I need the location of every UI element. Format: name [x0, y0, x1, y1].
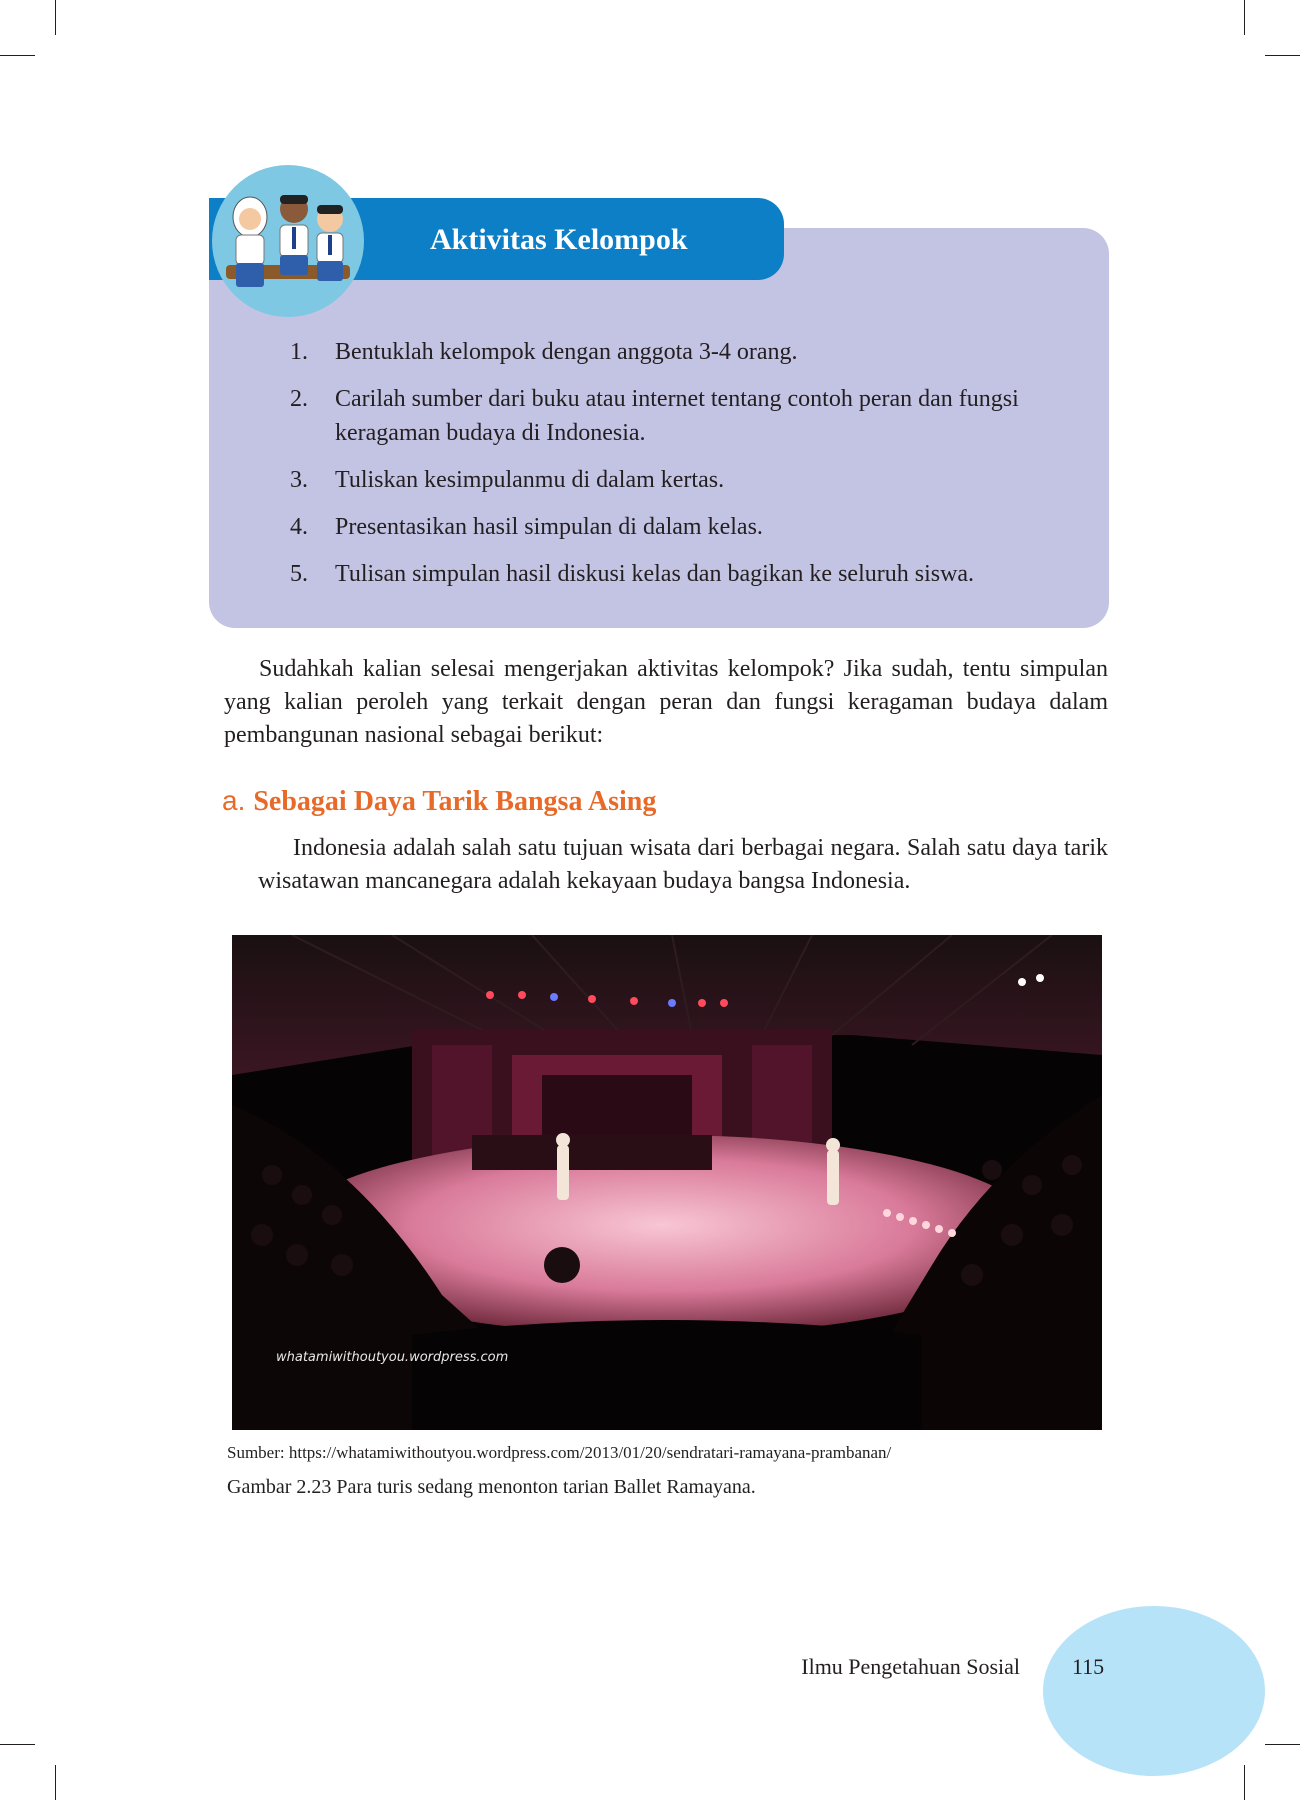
- section-paragraph: Indonesia adalah salah satu tujuan wisata dari berbagai negara. Salah satu daya tarik wisatawan mancanegara adalah kekayaan budaya bangsa Indonesia.: [258, 835, 1108, 894]
- crop-mark: [1265, 1744, 1300, 1745]
- activity-title: Aktivitas Kelompok: [430, 223, 688, 256]
- list-item: 2. Carilah sumber dari buku atau internet tentang contoh peran dan fungsi keragaman budaya di Indonesia.: [290, 386, 1019, 446]
- photo-watermark: whatamiwithoutyou.wordpress.com: [276, 1350, 509, 1365]
- figure-caption: Gambar 2.23 Para turis sedang menonton tarian Ballet Ramayana.: [227, 1476, 756, 1498]
- crop-mark: [0, 55, 35, 56]
- crop-mark: [0, 1744, 35, 1745]
- students-illustration: [212, 165, 364, 317]
- page-number-badge: [1043, 1606, 1265, 1776]
- figure-source: Sumber: https://whatamiwithoutyou.wordpress.com/2013/01/20/sendratari-ramayana-prambanan/: [227, 1443, 892, 1462]
- crop-mark: [55, 1765, 56, 1800]
- footer-book-title: Ilmu Pengetahuan Sosial: [801, 1654, 1020, 1679]
- crop-mark: [1244, 0, 1245, 35]
- activity-list: [290, 335, 1090, 604]
- section-heading-text: Sebagai Daya Tarik Bangsa Asing: [253, 786, 657, 817]
- list-item: 4. Presentasikan hasil simpulan di dalam kelas.: [290, 514, 763, 540]
- section-heading: [222, 781, 922, 821]
- crop-mark: [55, 0, 56, 35]
- list-item: 1. Bentuklah kelompok dengan anggota 3-4 orang.: [290, 339, 798, 365]
- intro-paragraph: Sudahkah kalian selesai mengerjakan aktivitas kelompok? Jika sudah, tentu simpulan yang kalian peroleh yang terkait dengan peran dan fungsi keragaman budaya dalam pembangunan nasional sebagai berikut:: [224, 656, 1108, 748]
- page-number: 115: [1072, 1654, 1105, 1679]
- section-letter: a.: [222, 785, 246, 816]
- crop-mark: [1265, 55, 1300, 56]
- crop-mark: [1244, 1765, 1245, 1800]
- list-item: 5. Tulisan simpulan hasil diskusi kelas dan bagikan ke seluruh siswa.: [290, 561, 975, 587]
- list-item: 3. Tuliskan kesimpulanmu di dalam kertas.: [290, 467, 725, 493]
